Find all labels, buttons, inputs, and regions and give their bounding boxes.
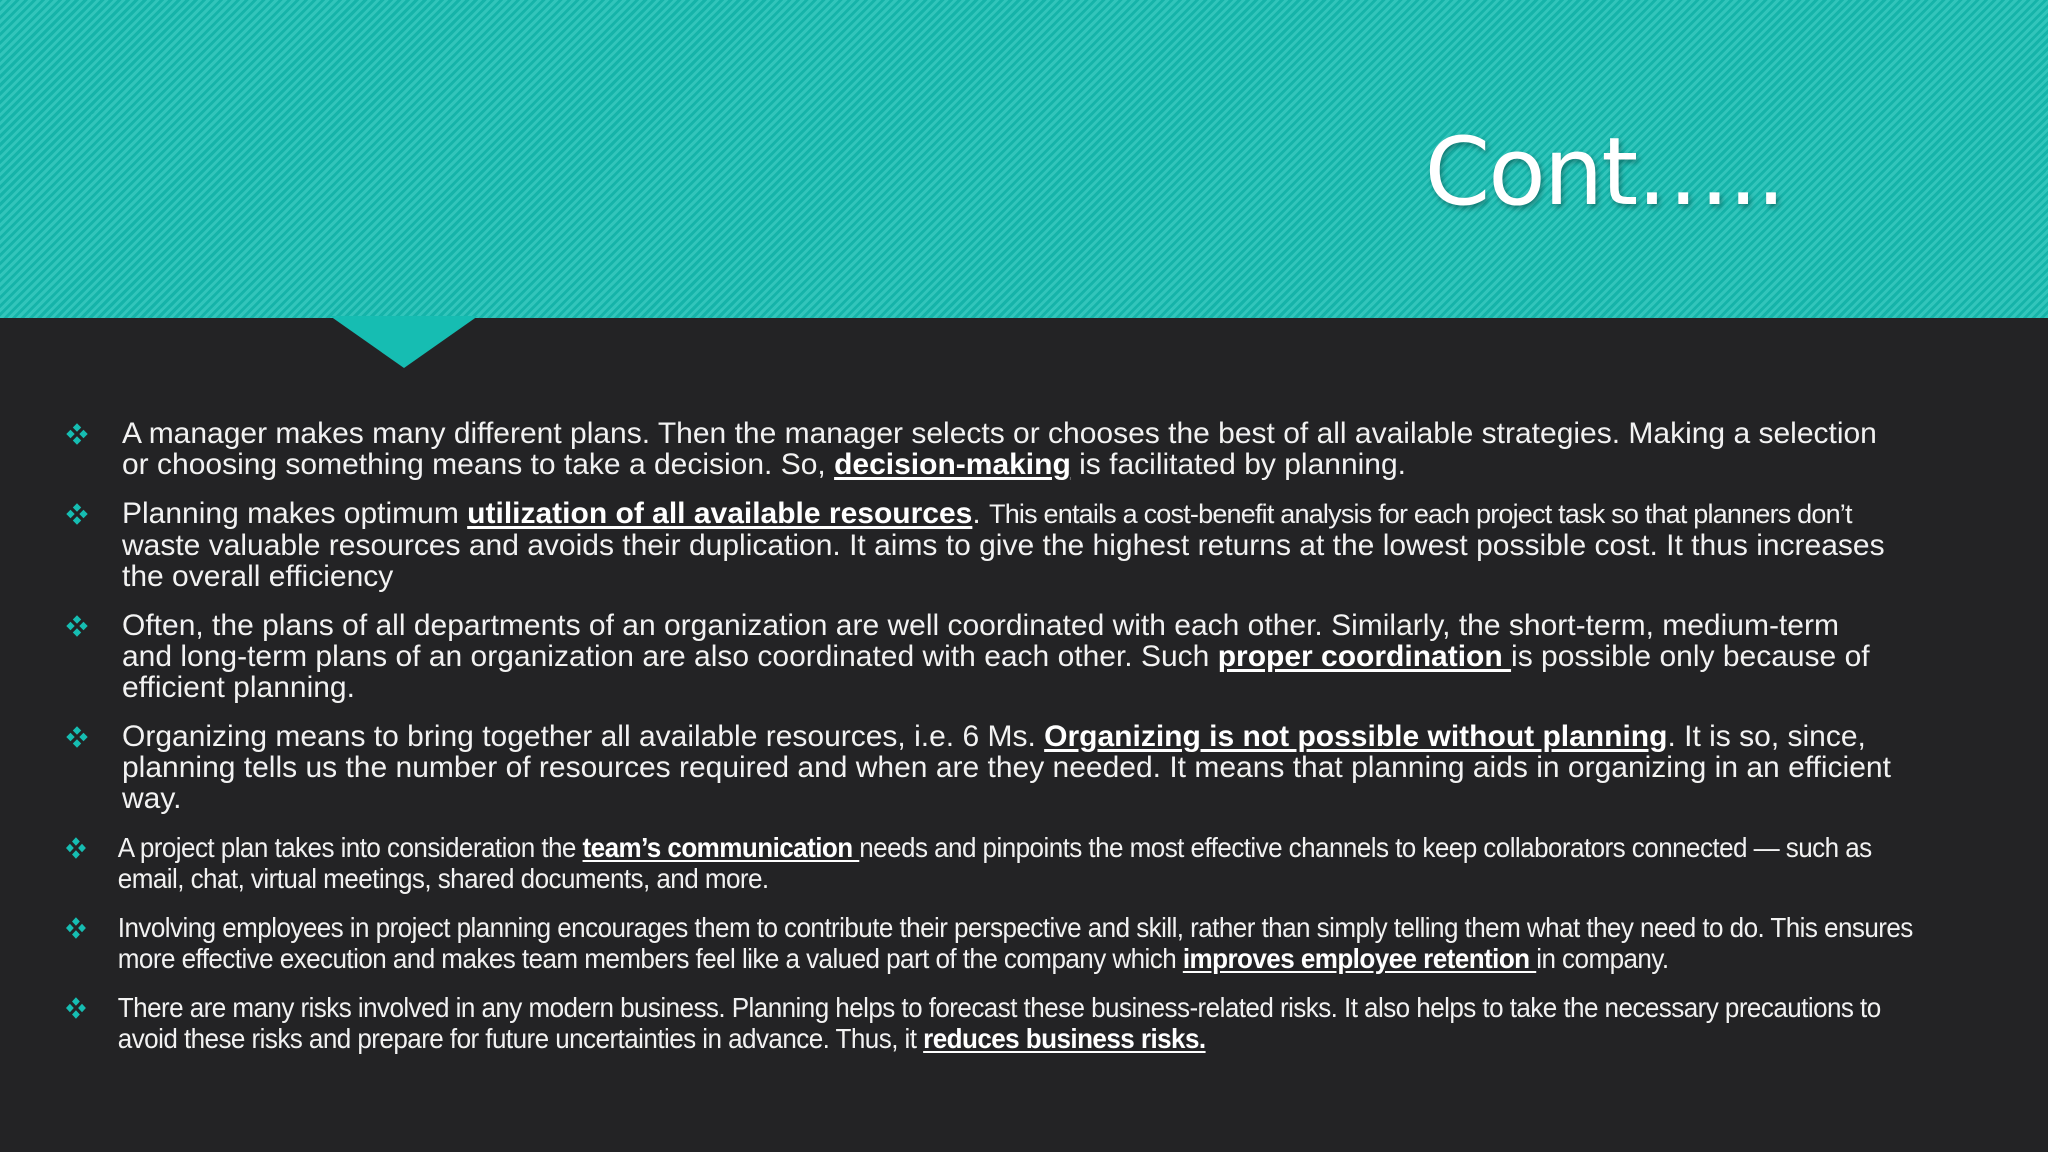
slide-title: Cont….. (1424, 118, 1784, 227)
bullet-text: This entails a cost-benefit analysis for each project task so that planners don’t (989, 499, 1852, 529)
bullet-emphasis: Organizing is not possible without planning (1044, 720, 1668, 753)
bullet-coordination (62, 610, 1892, 703)
bullet-text: Planning makes optimum (122, 497, 468, 530)
bullet-business-risks (62, 992, 1939, 1054)
bullet-text: is possible only because of efficient planning. (122, 640, 1870, 704)
four-diamond-bullet-icon (66, 615, 88, 637)
bullet-text: There are many risks involved in any modern business. Planning helps to forecast these business-related risks. It also helps to take the necessary precautions to avoid these risks and prepare for future uncertainties in advance. Thus, it (117, 992, 1881, 1054)
bullet-emphasis: decision-making (834, 448, 1071, 481)
bullet-list (62, 417, 1913, 1072)
four-diamond-bullet-icon (66, 503, 88, 525)
bullet-text: waste valuable resources and avoids their duplication. It aims to give the highest returns at the lowest possible cost. It thus increases the overall efficiency (122, 529, 1885, 593)
four-diamond-bullet-icon (66, 837, 86, 859)
bullet-team-communication (62, 832, 1939, 894)
bullet-text: needs and pinpoints the most effective channels to keep collaborators connected — such as email, chat, virtual meetings, shared documents, and more. (117, 832, 1872, 894)
header-notch (330, 316, 478, 368)
bullet-text: Often, the plans of all departments of an organization are well coordinated with each other. Similarly, the short-term, medium-term and long-term plans of an organization are also coordinated with each other. Such (122, 609, 1839, 673)
bullet-emphasis: reduces business risks. (923, 1023, 1206, 1054)
bullet-text: . (972, 497, 990, 530)
bullet-text: . It is so, since, planning tells us the number of resources required and when are they needed. It means that planning aids in organizing in an efficient way. (122, 720, 1891, 815)
bullet-emphasis: proper coordination (1217, 640, 1512, 673)
bullet-text: Organizing means to bring together all available resources, i.e. 6 Ms. (122, 720, 1045, 753)
bullet-resource-utilization (62, 498, 1892, 592)
four-diamond-bullet-icon (66, 726, 88, 748)
four-diamond-bullet-icon (66, 917, 86, 939)
bullet-emphasis: team’s communication (582, 832, 860, 863)
bullet-employee-retention (62, 912, 1939, 974)
bullet-text: A project plan takes into consideration the (117, 832, 583, 863)
bullet-text: in company. (1536, 943, 1669, 974)
bullet-emphasis: utilization of all available resources (467, 497, 973, 530)
bullet-text: Involving employees in project planning encourages them to contribute their perspective and skill, rather than simply telling them what they need to do. This ensures more effective execution and makes team members feel like a valued part of the company which (117, 912, 1913, 974)
four-diamond-bullet-icon (66, 423, 88, 445)
bullet-emphasis: improves employee retention (1182, 943, 1537, 974)
bullet-decision-making (62, 418, 1892, 480)
four-diamond-bullet-icon (66, 997, 86, 1019)
bullet-organizing (62, 721, 1892, 814)
bullet-text: is facilitated by planning. (1070, 448, 1406, 481)
bullet-text: A manager makes many different plans. Then the manager selects or chooses the best of all available strategies. Making a selection or choosing something means to take a decision. So, (122, 417, 1877, 481)
